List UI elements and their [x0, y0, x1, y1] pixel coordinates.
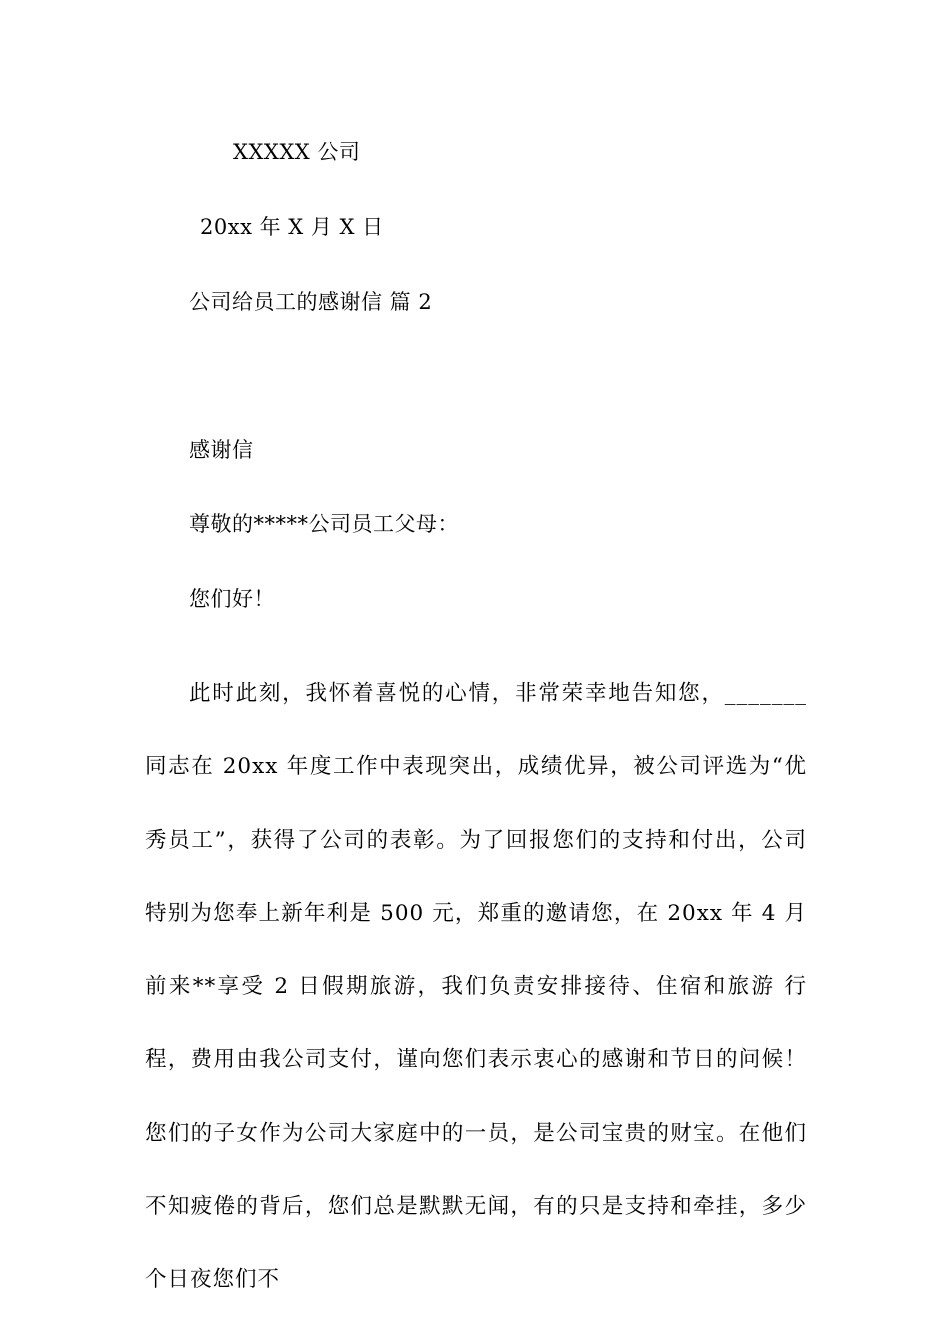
salutation: 尊敬的*****公司员工父母： — [189, 512, 459, 536]
letter-body-paragraph: 此时此刻，我怀着喜悦的心情，非常荣幸地告知您，_______同志在 20xx 年度工作中表现突出，成绩优异，被公司评选为“优秀员工”，获得了公司的表彰。为了回报您们的支持和付出，公司特别为您奉上新年利是 500 元，郑重的邀请您，在 20xx 年 4 月前来**享受 2 日假期旅游，我们负责安排接待、住宿和旅游 行程，费用由我公司支付，谨向您们表示衷心的感谢和节日的问候！ 您们的子女作为公司大家庭中的一员，是公司宝贵的财宝。在他们不知疲倦的背后，您们总是默默无闻，有的只是支持和牵挂，多少个日夜您们不 — [145, 681, 807, 1293]
company-signature: XXXXX 公司 — [233, 140, 361, 164]
section-heading: 公司给员工的感谢信 篇 2 — [189, 290, 433, 314]
letter-title: 感谢信 — [189, 438, 254, 462]
greeting: 您们好！ — [189, 587, 275, 611]
letter-date: 20xx 年 X 月 X 日 — [200, 215, 384, 239]
